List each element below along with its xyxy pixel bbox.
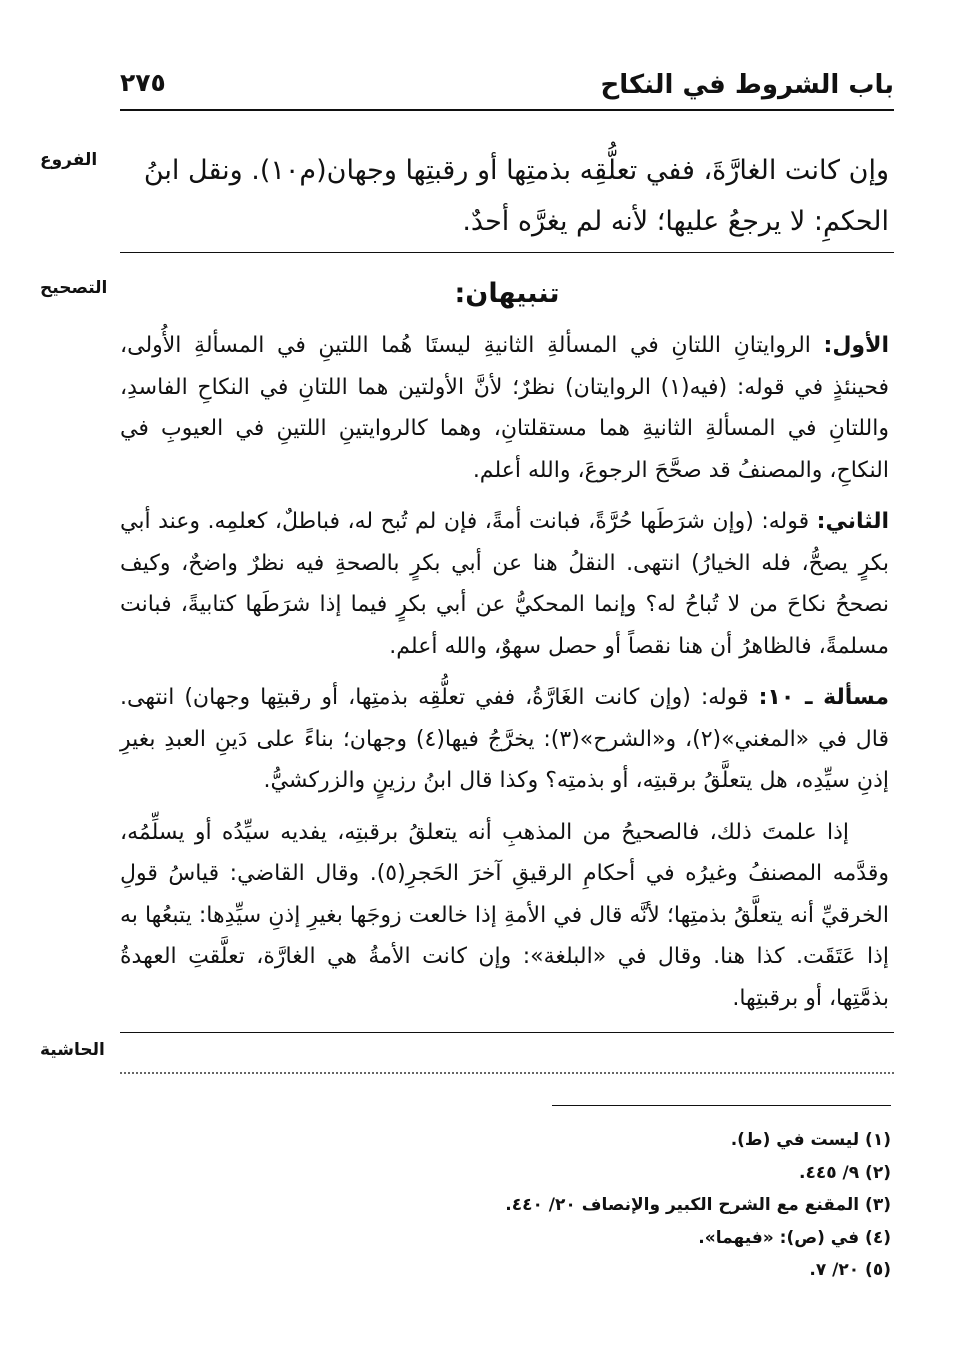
paragraph-second bbox=[120, 501, 889, 667]
paragraph-masala bbox=[120, 677, 889, 802]
side-label-hashiya: الحاشية bbox=[40, 1040, 105, 1060]
footnote: (٢) ٩/ ٤٤٥. bbox=[798, 1162, 891, 1183]
paragraph-lead: الثاني: bbox=[816, 509, 889, 534]
side-label-tashih: التصحيح bbox=[40, 278, 108, 298]
footnote: (٥) ٢٠/ ٧. bbox=[809, 1260, 891, 1280]
furu-section bbox=[120, 145, 889, 247]
footnote: (١) ليست في (ط). bbox=[730, 1130, 891, 1150]
furu-line-2: الحكمِ: لا يرجعُ عليها؛ لأنه لم يغرَّه أحدٌ. bbox=[462, 206, 889, 237]
header-rule bbox=[120, 109, 894, 111]
footnote: (٤) في (ص): «فيهما». bbox=[698, 1227, 891, 1248]
section-divider-top bbox=[120, 252, 894, 253]
side-label-furu: الفروع bbox=[40, 150, 98, 170]
chapter-title: باب الشروط في النكاح bbox=[600, 70, 894, 100]
footnote: (٣) المقنع مع الشرح الكبير والإنصاف ٢٠/ ٤٤٠. bbox=[505, 1195, 891, 1215]
footnote-rule bbox=[552, 1105, 891, 1106]
hashiya-dotted-line bbox=[120, 1072, 894, 1074]
footnotes bbox=[120, 1124, 891, 1287]
tashih-section bbox=[120, 325, 889, 1029]
paragraph-text: قوله: (وإن شرَطَها حُرَّةً، فبانت أمةً، فإن لم تُبح له، فباطلٌ، كعلمِه. وعند أبي بكرٍ يصحُّ، فله الخيارُ) انتهى. النقلُ هنا عن أبي بكرٍ بالصحةِ فيه نظرٌ واضحٌ، وكيف نصححُ نكاحَ من لا تُباحُ له؟ وإنما المحكيُّ عن أبي بكرٍ فيما إذا شرَطَها كتابيةً، فبانت مسلمةً، فالظاهرُ أن هنا نقصاً أو حصل سهوٌ، والله أعلم. bbox=[120, 509, 889, 659]
paragraph-lead: الأول: bbox=[823, 333, 889, 358]
furu-line-1: وإن كانت الغارَّةَ، ففي تعلُّقِه بذمتِها أو رقبتِها وجهان(م١٠). ونقل ابنُ bbox=[143, 155, 889, 186]
paragraph-text: قوله: (وإن كانت الغَارَّةُ، ففي تعلُّقِه بذمتِها، أو رقبتِها وجهان) انتهى. قال في «المغني»(٢)، و«الشرح»(٣): يخرَّجُ فيها(٤) وجهان؛ بناءً على دَينِ العبدِ بغيرِ إذنِ سيِّدِه، هل يتعلَّقُ برقبتِه، أو بذمتِه؟ وكذا قال ابنُ رزينٍ والزركشيُّ. bbox=[120, 685, 889, 793]
section-divider-bottom bbox=[120, 1032, 894, 1033]
paragraph-conclusion bbox=[120, 812, 889, 1020]
paragraph-text: إذا علمتَ ذلك، فالصحيحُ من المذهبِ أنه يتعلقُ برقبتِه، يفديه سيِّدُه أو يسلِّمُه، وقدَّمه المصنفُ وغيرُه في أحكامِ الرقيقِ آخرَ الحَجرِ(٥). وقال القاضي: قياسُ قولِ الخرقيِّ أنه يتعلَّقُ بذمتِها؛ لأنَّه قال في الأمةِ إذا خالعت زوجَها بغيرِ إذنِ سيِّدِها: يتبعُها به إذا عَتَقَت. كذا هنا. وقال في «البلغة»: وإن كانت الأمةُ هي الغارَّة، تعلَّقتِ العهدةُ بذمَّتِها، أو برقبتِها. bbox=[120, 819, 889, 1011]
page-number: ٢٧٥ bbox=[120, 68, 166, 97]
paragraph-first bbox=[120, 325, 889, 491]
paragraph-lead: مسألة ـ ١٠: bbox=[758, 685, 889, 710]
tashih-heading: تنبيهان: bbox=[454, 278, 560, 309]
paragraph-text: الروايتانِ اللتانِ في المسألةِ الثانيةِ ليستَا هُما اللتينِ في المسألةِ الأُولى، فحينئذٍ في قوله: (فيه(١) الروايتان) نظرٌ؛ لأنَّ الأولتين هما اللتانِ في النكاحِ الفاسدِ، واللتانِ في المسألةِ الثانيةِ هما مستقلتانِ، وهما كالروايتينِ اللتينِ في العيوبِ في النكاحِ، والمصنفُ قد صحَّحَ الرجوعَ، والله أعلم. bbox=[120, 333, 889, 483]
